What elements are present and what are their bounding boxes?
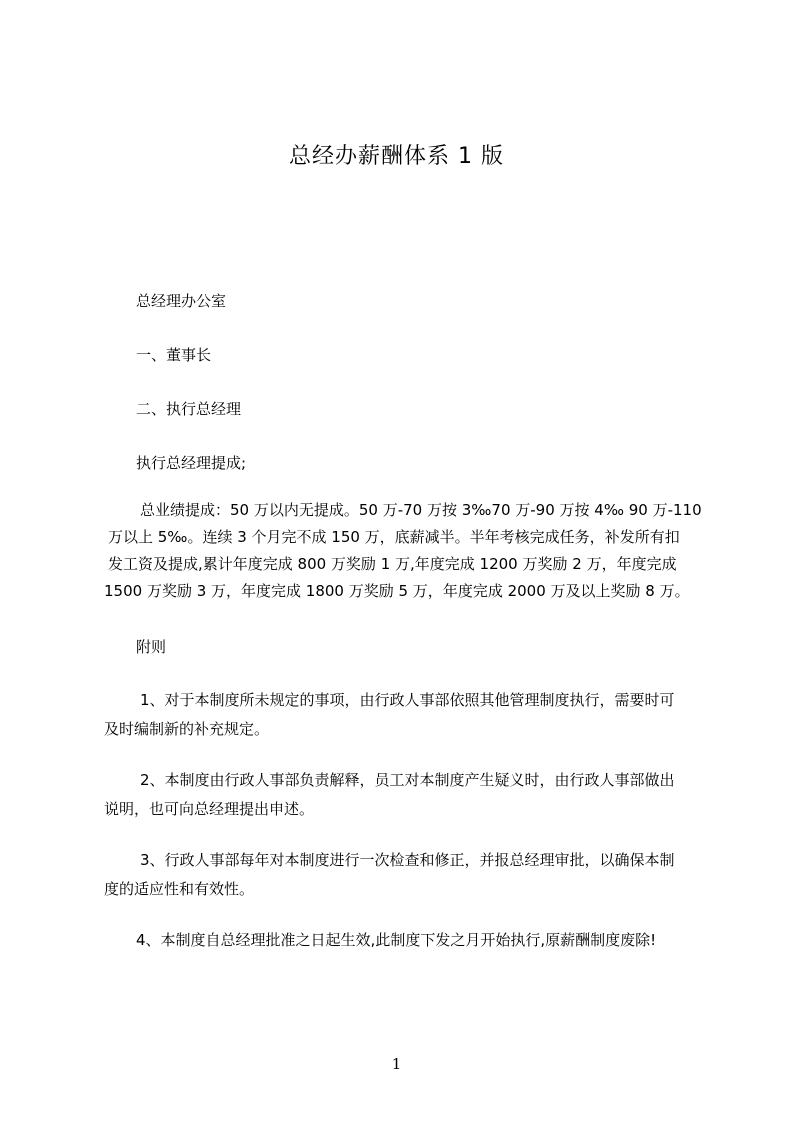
commission-line: 1500 万奖励 3 万，年度完成 1800 万奖励 5 万，年度完成 2000 万及以上奖励 8 万。: [104, 582, 690, 600]
appendix-item-4: 4、本制度自总经理批准之日起生效,此制度下发之月开始执行,原薪酬制度废除!: [136, 931, 657, 949]
appendix-item-1-line: 1、对于本制度所未规定的事项，由行政人事部依照其他管理制度执行，需要时可: [140, 691, 675, 709]
appendix-item-3-line: 3、行政人事部每年对本制度进行一次检查和修正，并报总经理审批，以确保本制: [140, 851, 675, 869]
commission-line: 总业绩提成：50 万以内无提成。50 万-70 万按 3‰70 万-90 万按 4‰ 90 万-110: [140, 501, 702, 519]
document-title: 总经办薪酬体系 1 版: [289, 144, 504, 169]
commission-line: 发工资及提成,累计年度完成 800 万奖励 1 万,年度完成 1200 万奖励 2 万，年度完成: [108, 555, 677, 573]
appendix-heading: 附则: [136, 638, 167, 656]
section-chairman: 一、董事长: [136, 346, 212, 364]
appendix-item-1: [104, 686, 716, 744]
appendix-item-1-line: 及时编制新的补充规定。: [104, 720, 270, 738]
section-executive-gm: 二、执行总经理: [136, 400, 242, 418]
commission-paragraph: [104, 497, 716, 605]
appendix-item-3: [104, 846, 716, 904]
appendix-item-3-line: 度的适应性和有效性。: [104, 880, 255, 898]
appendix-item-2-line: 说明，也可向总经理提出申述。: [104, 800, 315, 818]
commission-heading: 执行总经理提成;: [136, 454, 247, 472]
department-heading: 总经理办公室: [136, 292, 227, 310]
appendix-item-2: [104, 766, 716, 824]
page-number: 1: [391, 1055, 402, 1073]
appendix-item-2-line: 2、本制度由行政人事部负责解释，员工对本制度产生疑义时，由行政人事部做出: [140, 771, 675, 789]
commission-line: 万以上 5‰。连续 3 个月完不成 150 万，底薪减半。半年考核完成任务，补发所有扣: [108, 528, 680, 546]
